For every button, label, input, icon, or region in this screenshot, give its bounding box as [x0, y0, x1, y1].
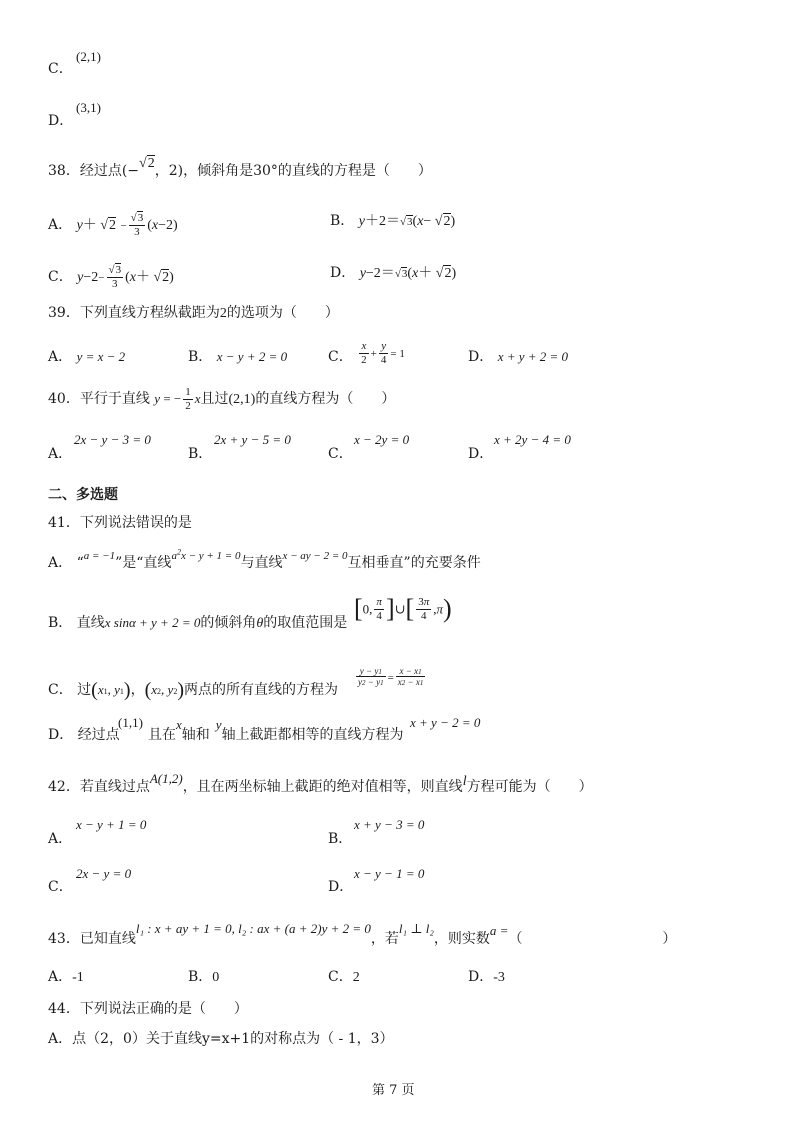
q42-stem: 42．若直线过点A(1,2)，且在两坐标轴上截距的绝对值相等，则直线l方程可能为（ ） [48, 771, 593, 795]
q42-option-b: x + y − 3 = 0 [354, 817, 425, 832]
q41-option-d-line: x + y − 2 = 0 [410, 715, 481, 730]
q41-option-a: A． “$^{a = -1}$”是“直线$^{a^2x - y + 1 = 0}$与直线$^{x - ay - 2 = 0}$互相垂直”的充要条件 [48, 547, 481, 571]
q44-stem: 44．下列说法正确的是（ ） [48, 1001, 248, 1017]
q40-option-c: x − 2y = 0 [354, 432, 410, 447]
q40-option-b: 2x + y − 5 = 0 [214, 432, 291, 447]
q39-option-b: B． x − y + 2 = 0 [188, 349, 288, 365]
q42-option-d: x − y − 1 = 0 [354, 866, 425, 881]
q40-option-c-label: C． [328, 446, 353, 462]
q37-option-c: C． [48, 61, 73, 77]
q40-option-d-label: D． [468, 446, 494, 462]
page-number: 第 7 页 [372, 1083, 415, 1098]
q43-option-c: C．2 [328, 969, 360, 985]
q42-option-a-label: A． [48, 831, 73, 847]
q44-option-a: A．点（2，0）关于直线y=x+1的对称点为（ - 1，3） [48, 1031, 394, 1047]
q43-option-d: D．-3 [468, 969, 505, 985]
section-title-multiple-choice: 二、多选题 [48, 487, 118, 503]
q38-stem: 38．经过点(−√2，2)，倾斜角是30°的直线的方程是（ ） [48, 156, 432, 179]
q40-option-d: x + 2y − 4 = 0 [494, 432, 571, 447]
q40-option-b-label: B． [188, 446, 213, 462]
q38-option-b: B． y＋2＝√3(x− √2) [330, 213, 456, 229]
q39-option-c: C． $\frac{x}{2}$ + $\frac{y}{4}$ = 1 [328, 340, 405, 366]
q40-stem: 40．平行于直线 y = − $\frac{1}{2}$ x且过(2,1)的直线方程为（ ） [48, 386, 396, 412]
q39-option-d: D． x + y + 2 = 0 [468, 349, 569, 365]
q41-option-d-point: (1,1) [118, 715, 143, 730]
q40-option-a-label: A． [48, 446, 73, 462]
q37-option-d-value: (3,1) [76, 100, 101, 115]
q40-option-a: 2x − y − 3 = 0 [74, 432, 151, 447]
q42-option-a: x − y + 1 = 0 [76, 817, 147, 832]
q41-option-c-equation: $\frac{y - y1}{y2 - y1}$ = $\frac{x - x1}{x2 - x1}$ [358, 666, 424, 688]
q43-option-b: B．0 [188, 969, 220, 985]
q41-option-b: B． 直线x sinα + y + 2 = 0的倾斜角θ的取值范围是 [48, 615, 348, 631]
q38-option-c: C． y−2− $\frac{√3}{3}$ (x＋ √2) [48, 264, 174, 290]
q43-stem: 43．已知直线l₁ : x + ay + 1 = 0, l₂ : ax + (a + 2)y + 2 = 0，若l₁ ⊥ l₂，则实数a =（ ） [48, 921, 677, 947]
q41-stem: 41．下列说法错误的是 [48, 515, 192, 531]
q41-option-d-text: 且在x轴和y轴上截距都相等的直线方程为 [148, 717, 404, 743]
q37-option-d: D． [48, 113, 74, 129]
q38-option-d: D． y−2＝√3(x＋ √2) [330, 265, 457, 281]
q42-option-b-label: B． [328, 831, 353, 847]
q39-stem: 39．下列直线方程纵截距为2的选项为（ ） [48, 305, 339, 321]
q42-option-c: 2x − y = 0 [76, 866, 132, 881]
q38-option-a: A． y＋ √2 − $\frac{√3}{3}$ (x−2) [48, 212, 178, 238]
q39-option-a: A． y = x − 2 [48, 349, 126, 365]
q41-option-c: C． 过(x1, y1)，(x2, y2)两点的所有直线的方程为 [48, 679, 338, 701]
q41-option-b-interval: [0, $\frac{\pi}{4}$ ]∪[ $\frac{3\pi}{4}$ ,π) [354, 594, 452, 624]
q42-option-d-label: D． [328, 879, 354, 895]
q41-option-d: D． 经过点 [48, 727, 120, 743]
q37-option-c-value: (2,1) [76, 49, 101, 64]
q43-option-a: A．-1 [48, 969, 84, 985]
q42-option-c-label: C． [48, 879, 73, 895]
